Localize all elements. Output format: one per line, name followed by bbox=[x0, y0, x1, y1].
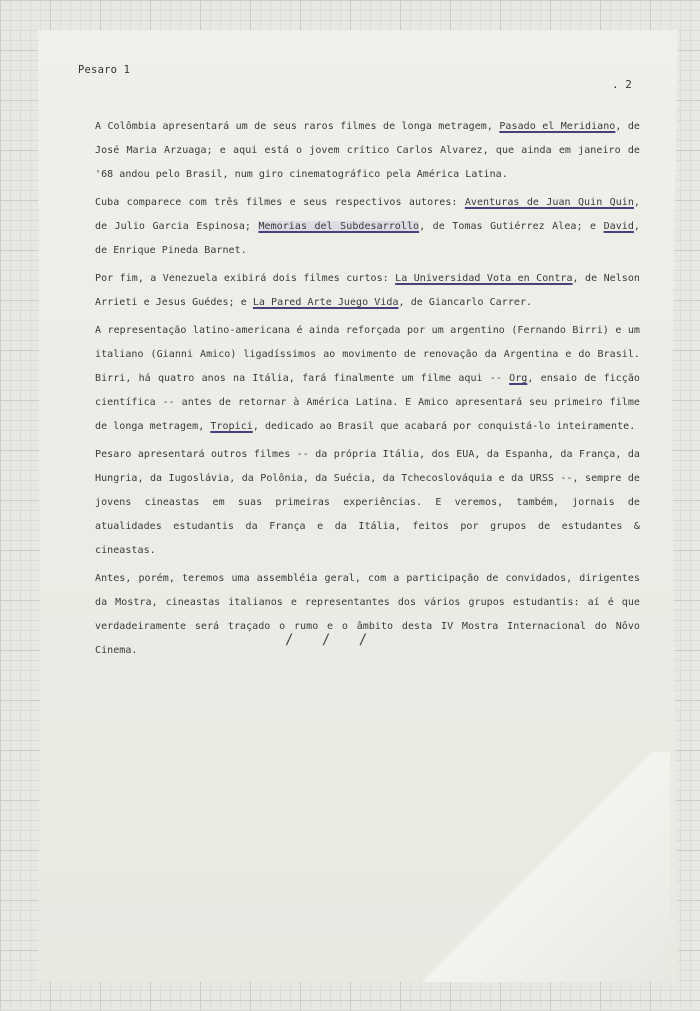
page-number: . 2 bbox=[612, 78, 632, 91]
film-title: David bbox=[603, 221, 634, 232]
film-title: Memorias del Subdesarrollo bbox=[258, 221, 420, 232]
film-title: Tropici bbox=[210, 421, 253, 432]
film-title: La Universidad Vota en Contra bbox=[395, 273, 573, 284]
paragraph-venezuela bbox=[95, 267, 640, 315]
text-run: Por fim, a Venezuela exibirá dois filmes curtos: bbox=[95, 273, 396, 284]
paragraph-colombia bbox=[95, 115, 640, 187]
text-run: , de Giancarlo Carrer. bbox=[398, 297, 533, 308]
text-run: Antes, porém, teremos uma assembléia geral, com a participação de convidados, dirigentes da Mostra, cineastas italianos e representantes dos vários grupos estudantis: aí é que verdadeiramente será traçado o rumo e o âmbito desta IV Mostra Internacional do Nôvo Cinema. bbox=[95, 573, 640, 656]
folded-corner bbox=[400, 752, 670, 982]
document-body bbox=[95, 115, 640, 667]
paragraph-latin-american bbox=[95, 319, 640, 439]
film-title: Pasado el Meridiano bbox=[499, 121, 616, 132]
text-run: , de José Maria Arzuaga; e aqui está o jovem crítico Carlos Alvarez, que ainda em janeiro de '68 andou pelo Brasil, num giro cinematográfico pela América Latina. bbox=[95, 121, 640, 180]
film-title: Aventuras de Juan Quin Quin bbox=[464, 197, 634, 208]
film-title: Org bbox=[509, 373, 528, 384]
text-run: Pesaro apresentará outros filmes -- da própria Itália, dos EUA, da Espanha, da França, da Hungria, da Iugoslávia, da Polônia, da Suécia, da Tchecoslováquia e da URSS --, sempre de jovens cineastas em suas primeiras experiências. E veremos, também, jornais de atualidades estudantis da França e da Itália, feitos por grupos de estudantes & cineastas. bbox=[95, 449, 640, 556]
text-run: , de Julio Garcia Espinosa; bbox=[95, 197, 640, 232]
text-run: , dedicado ao Brasil que acabará por conquistá-lo inteiramente. bbox=[252, 421, 636, 432]
text-run: , de Tomas Gutiérrez Alea; e bbox=[419, 221, 604, 232]
paragraph-other-films bbox=[95, 443, 640, 563]
paragraph-cuba bbox=[95, 191, 640, 263]
text-run: , de Nelson Arrieti e Jesus Guédes; e bbox=[95, 273, 640, 308]
paragraph-assembly bbox=[95, 567, 640, 663]
text-run: , ensaio de ficção científica -- antes de retornar à América Latina. E Amico apresentará seu primeiro filme de longa metragem, bbox=[95, 373, 640, 432]
text-run: , de Enrique Pineda Barnet. bbox=[95, 221, 640, 256]
page-header-label: Pesaro 1 bbox=[78, 64, 131, 76]
film-title: La Pared Arte Juego Vida bbox=[252, 297, 399, 308]
closing-mark: / / / bbox=[285, 632, 378, 648]
text-run: A representação latino-americana é ainda reforçada por um argentino (Fernando Birri) e um italiano (Gianni Amico) ligadíssimos ao movimento de renovação da Argentina e do Brasil. Birri, há quatro anos na Itália, fará finalmente um filme aqui -- bbox=[95, 325, 640, 384]
text-run: Cuba comparece com três filmes e seus respectivos autores: bbox=[95, 197, 465, 208]
text-run: A Colômbia apresentará um de seus raros filmes de longa metragem, bbox=[95, 121, 500, 132]
